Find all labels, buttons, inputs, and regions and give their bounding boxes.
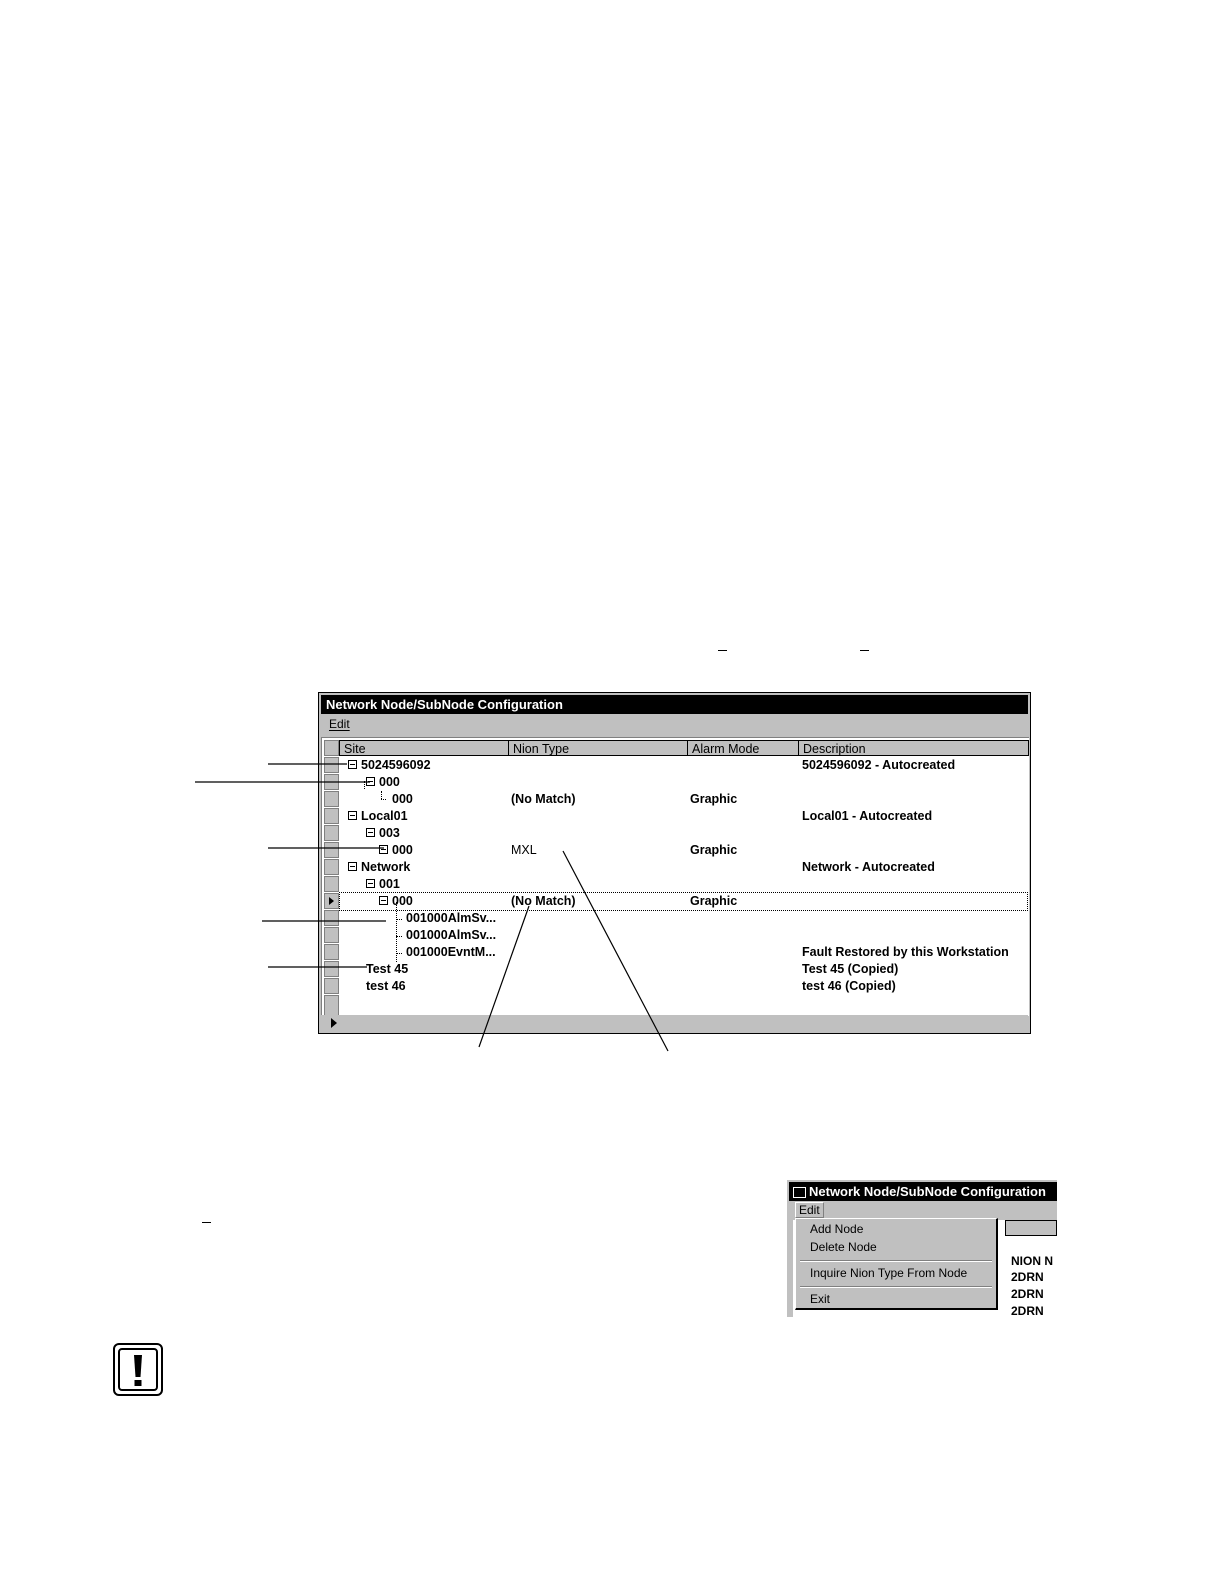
site-label: test 46 <box>366 979 406 993</box>
alarm-mode-cell: Graphic <box>690 792 738 806</box>
site-label: Test 45 <box>366 962 409 976</box>
menu-item-delete-node[interactable]: Delete Node <box>810 1240 877 1254</box>
column-header-site[interactable]: Site <box>339 740 509 756</box>
description-cell: 5024596092 - Autocreated <box>802 758 956 772</box>
site-label: Local01 <box>361 809 408 823</box>
underline-mark <box>718 650 727 651</box>
menu-bar <box>789 1201 1057 1219</box>
site-label: 000 <box>392 792 413 806</box>
column-header-alarm-mode[interactable]: Alarm Mode <box>688 740 799 756</box>
alarm-mode-cell: Graphic <box>690 843 738 857</box>
menu-item-inquire-nion-type[interactable]: Inquire Nion Type From Node <box>810 1266 968 1280</box>
column-header-nion-type[interactable]: Nion Type <box>509 740 688 756</box>
underline-mark <box>202 1222 211 1223</box>
callout-line <box>563 851 668 1051</box>
row-selector-strip <box>787 1220 793 1317</box>
callout-line <box>479 906 529 1047</box>
window-icon <box>793 1187 806 1198</box>
site-label: 001000AlmSv... <box>406 911 497 925</box>
nion-type-value: 2DRN <box>1011 1304 1044 1317</box>
nion-type-value: 2DRN <box>1011 1287 1044 1301</box>
site-label: 000 <box>392 894 413 908</box>
site-label: Network <box>361 860 411 874</box>
nion-type-cell: MXL <box>511 843 537 857</box>
menu-item-exit[interactable]: Exit <box>810 1292 831 1306</box>
window-title <box>789 1182 1057 1201</box>
description-cell: Local01 - Autocreated <box>802 809 933 823</box>
exclamation-icon <box>115 1345 161 1394</box>
description-cell: Network - Autocreated <box>802 860 935 874</box>
caution-icon <box>113 1343 163 1396</box>
window-title: Network Node/SubNode Configuration <box>321 695 1028 714</box>
underline-mark <box>860 650 869 651</box>
site-label: 000 <box>379 775 400 789</box>
menu-edit-open[interactable]: Edit <box>795 1202 824 1218</box>
site-label: 000 <box>392 843 413 857</box>
site-label: 5024596092 <box>361 758 431 772</box>
site-label: 001000EvntM... <box>406 945 496 959</box>
description-cell: test 46 (Copied) <box>802 979 896 993</box>
site-label: 001 <box>379 877 400 891</box>
nion-type-cell: (No Match) <box>511 792 576 806</box>
nion-type-value: NION N <box>1011 1254 1053 1268</box>
description-cell: Test 45 (Copied) <box>802 962 899 976</box>
edit-dropdown-menu <box>795 1218 998 1310</box>
edit-menu-window <box>787 1180 1057 1317</box>
alarm-mode-cell: Graphic <box>690 894 738 908</box>
menu-edit[interactable]: Edit <box>329 717 350 731</box>
column-header[interactable] <box>1005 1220 1057 1236</box>
menu-separator <box>800 1260 992 1262</box>
site-label: 003 <box>379 826 400 840</box>
site-label: 001000AlmSv... <box>406 928 497 942</box>
description-cell: Fault Restored by this Workstation <box>802 945 1009 959</box>
menu-item-add-node[interactable]: Add Node <box>810 1222 864 1236</box>
nion-type-value: 2DRN <box>1011 1270 1044 1284</box>
column-header-description[interactable]: Description <box>799 740 1029 756</box>
window-title-text: Network Node/SubNode Configuration <box>809 1184 1046 1199</box>
menu-separator <box>800 1286 992 1288</box>
nion-type-cell: (No Match) <box>511 894 576 908</box>
